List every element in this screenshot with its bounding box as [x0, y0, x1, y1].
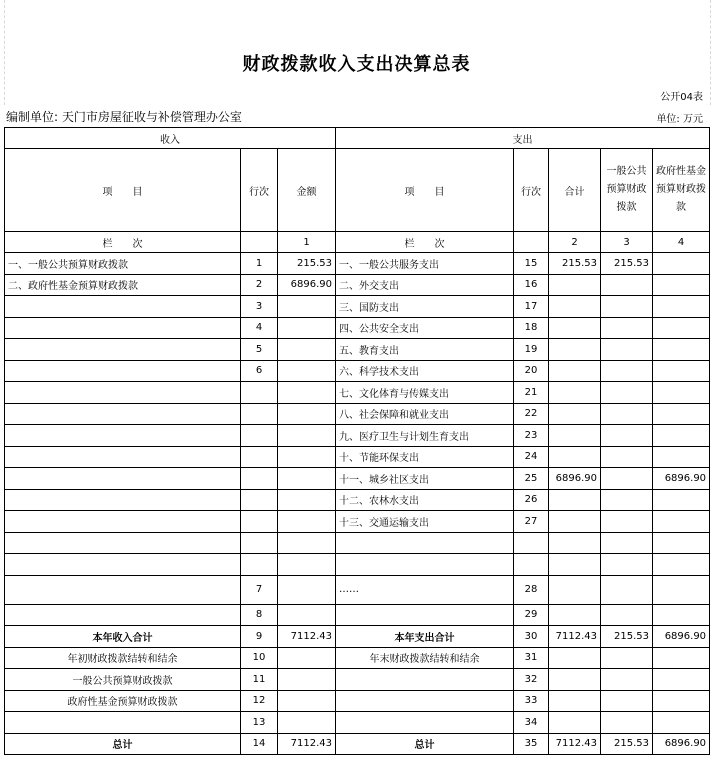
expense-fund: 6896.90	[653, 468, 710, 490]
expense-general	[601, 317, 653, 339]
expense-general	[601, 554, 653, 576]
expense-general	[601, 489, 653, 511]
income-item	[5, 532, 241, 554]
expense-general	[601, 575, 653, 604]
expense-fund	[653, 647, 710, 669]
expense-fund	[653, 339, 710, 361]
table-row	[5, 511, 710, 533]
income-item	[5, 339, 241, 361]
income-amount	[278, 532, 336, 554]
table-row	[5, 626, 710, 648]
expense-rowno: 24	[514, 446, 549, 468]
income-item	[5, 604, 241, 626]
expense-general	[601, 403, 653, 425]
income-rowno: 1	[241, 253, 278, 275]
expense-total: 7112.43	[549, 626, 601, 648]
expense-total	[549, 532, 601, 554]
income-item: 政府性基金预算财政拨款	[5, 690, 241, 712]
expense-rowno: 23	[514, 425, 549, 447]
income-lanci: 栏 次	[5, 232, 241, 253]
expense-item: 五、教育支出	[336, 339, 514, 361]
income-item	[5, 489, 241, 511]
income-item: 本年收入合计	[5, 626, 241, 648]
income-amount	[278, 669, 336, 691]
table-row	[5, 317, 710, 339]
income-amount	[278, 690, 336, 712]
income-rowno: 12	[241, 690, 278, 712]
expense-total	[549, 669, 601, 691]
expense-general	[601, 669, 653, 691]
expense-total	[549, 647, 601, 669]
expense-item: ……	[336, 575, 514, 604]
budget-table	[4, 127, 710, 755]
income-rowno: 14	[241, 733, 278, 755]
income-item-header: 项 目	[5, 149, 241, 232]
expense-fund	[653, 296, 710, 318]
expense-general	[601, 511, 653, 533]
expense-total	[549, 317, 601, 339]
income-amount	[278, 425, 336, 447]
expense-total	[549, 296, 601, 318]
expense-rowno: 29	[514, 604, 549, 626]
income-rowno: 9	[241, 626, 278, 648]
expense-general	[601, 382, 653, 404]
form-code: 公开04表	[660, 92, 703, 103]
expense-rowno: 30	[514, 626, 549, 648]
income-rowno: 8	[241, 604, 278, 626]
expense-total	[549, 575, 601, 604]
expense-total: 215.53	[549, 253, 601, 275]
table-row	[5, 647, 710, 669]
expense-item: 二、外交支出	[336, 274, 514, 296]
table-row	[5, 339, 710, 361]
expense-total	[549, 690, 601, 712]
income-rowno: 13	[241, 712, 278, 734]
expense-fund	[653, 554, 710, 576]
expense-total	[549, 712, 601, 734]
expense-total	[549, 425, 601, 447]
expense-rowno: 19	[514, 339, 549, 361]
income-rowno: 6	[241, 360, 278, 382]
expense-item	[336, 554, 514, 576]
expense-rowno: 21	[514, 382, 549, 404]
expense-general	[601, 339, 653, 361]
expense-rowno: 28	[514, 575, 549, 604]
expense-fund	[653, 403, 710, 425]
expense-general	[601, 468, 653, 490]
expense-header: 支出	[336, 128, 710, 149]
expense-item: 三、国防支出	[336, 296, 514, 318]
table-row	[5, 403, 710, 425]
income-rowno	[241, 489, 278, 511]
expense-item: 十、节能环保支出	[336, 446, 514, 468]
income-item: 年初财政拨款结转和结余	[5, 647, 241, 669]
expense-rowno: 31	[514, 647, 549, 669]
income-amount	[278, 339, 336, 361]
income-rowno	[241, 403, 278, 425]
income-rowno	[241, 554, 278, 576]
expense-total	[549, 339, 601, 361]
table-row	[5, 733, 710, 755]
expense-total	[549, 446, 601, 468]
expense-fund	[653, 669, 710, 691]
expense-total	[549, 403, 601, 425]
income-amount	[278, 554, 336, 576]
expense-general	[601, 647, 653, 669]
expense-rowno: 25	[514, 468, 549, 490]
income-header: 收入	[5, 128, 336, 149]
income-item	[5, 317, 241, 339]
expense-fund	[653, 317, 710, 339]
income-item	[5, 554, 241, 576]
income-item: 总计	[5, 733, 241, 755]
expense-item	[336, 712, 514, 734]
table-row	[5, 382, 710, 404]
income-amount	[278, 382, 336, 404]
income-amount	[278, 712, 336, 734]
expense-lanci: 栏 次	[336, 232, 514, 253]
expense-total	[549, 382, 601, 404]
unit-label: 单位: 万元	[656, 114, 703, 125]
income-amount: 7112.43	[278, 626, 336, 648]
expense-total: 6896.90	[549, 468, 601, 490]
income-amount: 6896.90	[278, 274, 336, 296]
income-item	[5, 360, 241, 382]
expense-general	[601, 360, 653, 382]
expense-general: 215.53	[601, 626, 653, 648]
income-amount	[278, 296, 336, 318]
expense-rowno: 35	[514, 733, 549, 755]
income-rowno: 5	[241, 339, 278, 361]
expense-rowno: 20	[514, 360, 549, 382]
income-rowno: 7	[241, 575, 278, 604]
income-rowno: 2	[241, 274, 278, 296]
income-item	[5, 511, 241, 533]
table-row	[5, 690, 710, 712]
table-row	[5, 712, 710, 734]
expense-item	[336, 669, 514, 691]
expense-rowno: 18	[514, 317, 549, 339]
expense-fund	[653, 360, 710, 382]
expense-rowno: 22	[514, 403, 549, 425]
income-item	[5, 296, 241, 318]
expense-rowno: 26	[514, 489, 549, 511]
table-row	[5, 489, 710, 511]
income-amount	[278, 446, 336, 468]
table-row	[5, 468, 710, 490]
expense-item: 八、社会保障和就业支出	[336, 403, 514, 425]
income-rowno: 11	[241, 669, 278, 691]
col-3: 3	[601, 232, 653, 253]
income-rowno	[241, 468, 278, 490]
expense-general: 215.53	[601, 253, 653, 275]
expense-total: 7112.43	[549, 733, 601, 755]
income-item	[5, 468, 241, 490]
page-title: 财政拨款收入支出决算总表	[242, 54, 471, 75]
income-amount	[278, 360, 336, 382]
expense-fund	[653, 532, 710, 554]
expense-fund	[653, 253, 710, 275]
expense-item: 总计	[336, 733, 514, 755]
expense-general	[601, 425, 653, 447]
expense-rowno: 15	[514, 253, 549, 275]
expense-item	[336, 532, 514, 554]
income-rowno	[241, 532, 278, 554]
expense-general	[601, 274, 653, 296]
income-amount-header: 金额	[278, 149, 336, 232]
income-rowno: 3	[241, 296, 278, 318]
expense-item: 十三、交通运输支出	[336, 511, 514, 533]
income-rowno	[241, 511, 278, 533]
expense-rowno: 27	[514, 511, 549, 533]
expense-fund-header: 政府性基金预算财政拨款	[653, 149, 710, 232]
income-rowno	[241, 425, 278, 447]
income-item	[5, 382, 241, 404]
income-rowno	[241, 446, 278, 468]
table-row	[5, 446, 710, 468]
income-amount	[278, 647, 336, 669]
expense-general-header: 一般公共预算财政拨款	[601, 149, 653, 232]
expense-item	[336, 690, 514, 712]
table-row	[5, 425, 710, 447]
table-row	[5, 532, 710, 554]
income-item	[5, 403, 241, 425]
income-amount	[278, 489, 336, 511]
expense-fund	[653, 511, 710, 533]
expense-item: 十二、农林水支出	[336, 489, 514, 511]
income-amount	[278, 575, 336, 604]
expense-general: 215.53	[601, 733, 653, 755]
expense-total	[549, 604, 601, 626]
expense-general	[601, 690, 653, 712]
col-2: 2	[549, 232, 601, 253]
income-rowno: 10	[241, 647, 278, 669]
income-item	[5, 575, 241, 604]
table-row	[5, 669, 710, 691]
income-amount	[278, 511, 336, 533]
expense-fund: 6896.90	[653, 733, 710, 755]
expense-fund	[653, 274, 710, 296]
expense-fund	[653, 446, 710, 468]
expense-fund	[653, 489, 710, 511]
income-amount	[278, 317, 336, 339]
expense-rowno-header: 行次	[514, 149, 549, 232]
expense-total	[549, 274, 601, 296]
expense-rowno: 34	[514, 712, 549, 734]
expense-general	[601, 712, 653, 734]
expense-general	[601, 532, 653, 554]
income-item: 一、一般公共预算财政拨款	[5, 253, 241, 275]
table-row	[5, 360, 710, 382]
income-amount: 7112.43	[278, 733, 336, 755]
expense-general	[601, 446, 653, 468]
table-row	[5, 604, 710, 626]
expense-total	[549, 554, 601, 576]
income-amount	[278, 468, 336, 490]
expense-item: 一、一般公共服务支出	[336, 253, 514, 275]
expense-item: 十一、城乡社区支出	[336, 468, 514, 490]
income-item	[5, 446, 241, 468]
expense-rowno	[514, 532, 549, 554]
expense-item	[336, 604, 514, 626]
expense-fund	[653, 575, 710, 604]
expense-item: 六、科学技术支出	[336, 360, 514, 382]
expense-fund	[653, 425, 710, 447]
table-row	[5, 575, 710, 604]
col-1: 1	[278, 232, 336, 253]
expense-item: 年末财政拨款结转和结余	[336, 647, 514, 669]
expense-item: 本年支出合计	[336, 626, 514, 648]
income-item: 一般公共预算财政拨款	[5, 669, 241, 691]
table-row	[5, 253, 710, 275]
expense-rowno: 17	[514, 296, 549, 318]
expense-rowno: 16	[514, 274, 549, 296]
expense-item-header: 项 目	[336, 149, 514, 232]
expense-item: 七、文化体育与传媒支出	[336, 382, 514, 404]
expense-fund	[653, 382, 710, 404]
expense-total-header: 合计	[549, 149, 601, 232]
expense-fund	[653, 712, 710, 734]
income-item	[5, 712, 241, 734]
expense-total	[549, 360, 601, 382]
expense-item: 四、公共安全支出	[336, 317, 514, 339]
income-rowno-header: 行次	[241, 149, 278, 232]
income-item	[5, 425, 241, 447]
expense-rowno: 33	[514, 690, 549, 712]
table-row	[5, 296, 710, 318]
expense-fund	[653, 690, 710, 712]
expense-rowno: 32	[514, 669, 549, 691]
org-name: 编制单位: 天门市房屋征收与补偿管理办公室	[6, 110, 242, 124]
expense-general	[601, 604, 653, 626]
col-4: 4	[653, 232, 710, 253]
expense-item: 九、医疗卫生与计划生育支出	[336, 425, 514, 447]
table-row	[5, 554, 710, 576]
income-rowno	[241, 382, 278, 404]
expense-general	[601, 296, 653, 318]
expense-total	[549, 511, 601, 533]
income-amount	[278, 604, 336, 626]
expense-rowno	[514, 554, 549, 576]
expense-total	[549, 489, 601, 511]
income-item: 二、政府性基金预算财政拨款	[5, 274, 241, 296]
income-amount	[278, 403, 336, 425]
income-rowno: 4	[241, 317, 278, 339]
expense-fund	[653, 604, 710, 626]
expense-fund: 6896.90	[653, 626, 710, 648]
table-row	[5, 274, 710, 296]
income-amount: 215.53	[278, 253, 336, 275]
